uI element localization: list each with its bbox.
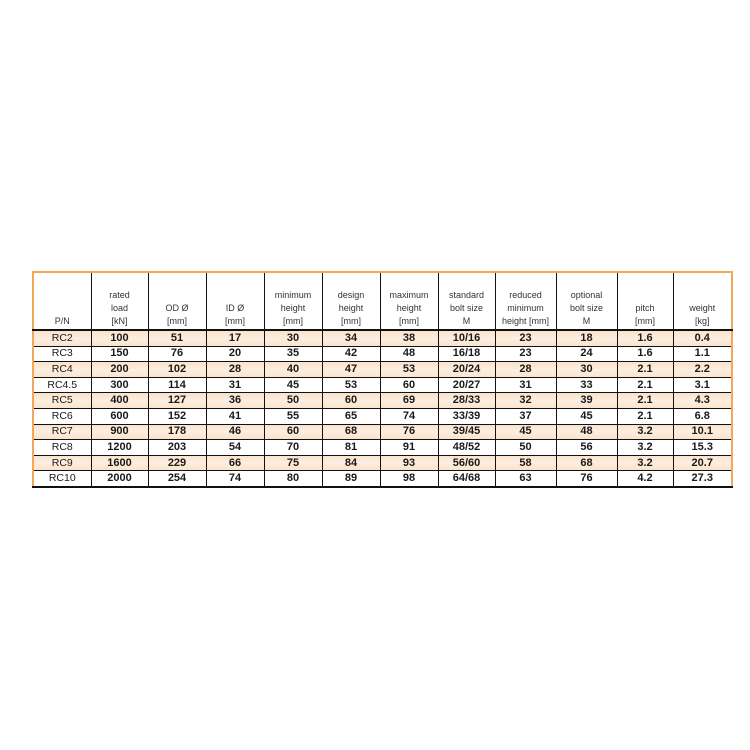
spec-table [32,271,733,488]
column-header-line: bolt size [449,303,484,313]
column-header-line: [kg] [694,316,710,326]
table-cell-id: 41 [206,408,264,424]
column-header-line: height [280,303,306,313]
table-cell-od: 152 [148,408,206,424]
table-cell-optional-bolt-size: 68 [556,455,617,471]
table-cell-weight: 1.1 [673,346,732,362]
table-cell-design-height: 42 [322,346,380,362]
column-header-line: optional [570,290,603,300]
table-cell-reduced-minimum-height: 58 [495,455,556,471]
table-row [33,424,732,440]
table-cell-optional-bolt-size: 39 [556,393,617,409]
table-cell-id: 66 [206,455,264,471]
table-cell-standard-bolt-size: 10/16 [438,330,495,346]
column-header-minimum-height [264,272,322,330]
table-cell-standard-bolt-size: 20/27 [438,377,495,393]
table-cell-optional-bolt-size: 24 [556,346,617,362]
column-header-weight [673,272,732,330]
table-cell-minimum-height: 80 [264,471,322,487]
table-cell-id: 46 [206,424,264,440]
spec-table-container [32,271,731,488]
table-cell-pn: RC9 [33,455,91,471]
column-header-line: [mm] [167,316,187,326]
column-header-line: M [462,316,471,326]
column-header-pn [33,272,91,330]
table-cell-minimum-height: 75 [264,455,322,471]
table-cell-minimum-height: 45 [264,377,322,393]
column-header-line: maximum [389,290,429,300]
table-cell-maximum-height: 91 [380,440,438,456]
table-cell-maximum-height: 48 [380,346,438,362]
table-cell-reduced-minimum-height: 23 [495,330,556,346]
table-cell-pn: RC10 [33,471,91,487]
table-row [33,393,732,409]
column-header-line: height [338,303,364,313]
table-row [33,330,732,346]
table-cell-optional-bolt-size: 76 [556,471,617,487]
table-cell-design-height: 60 [322,393,380,409]
table-cell-standard-bolt-size: 48/52 [438,440,495,456]
column-header-line: rated [109,290,130,300]
table-cell-pn: RC5 [33,393,91,409]
table-cell-pitch: 2.1 [617,377,673,393]
table-cell-weight: 27.3 [673,471,732,487]
table-cell-rated-load: 300 [91,377,148,393]
table-cell-od: 229 [148,455,206,471]
table-cell-weight: 6.8 [673,408,732,424]
table-cell-maximum-height: 74 [380,408,438,424]
table-cell-optional-bolt-size: 48 [556,424,617,440]
table-cell-design-height: 34 [322,330,380,346]
table-cell-optional-bolt-size: 56 [556,440,617,456]
column-header-line: reduced [509,290,542,300]
table-cell-minimum-height: 55 [264,408,322,424]
table-cell-id: 31 [206,377,264,393]
table-cell-reduced-minimum-height: 23 [495,346,556,362]
table-cell-pitch: 1.6 [617,330,673,346]
table-cell-design-height: 84 [322,455,380,471]
table-cell-pn: RC2 [33,330,91,346]
table-cell-maximum-height: 53 [380,362,438,378]
table-cell-pitch: 1.6 [617,346,673,362]
table-cell-rated-load: 200 [91,362,148,378]
table-cell-rated-load: 150 [91,346,148,362]
table-cell-optional-bolt-size: 30 [556,362,617,378]
table-row [33,377,732,393]
table-cell-minimum-height: 40 [264,362,322,378]
table-row [33,346,732,362]
table-cell-weight: 3.1 [673,377,732,393]
table-cell-reduced-minimum-height: 28 [495,362,556,378]
table-cell-standard-bolt-size: 20/24 [438,362,495,378]
table-cell-od: 102 [148,362,206,378]
table-cell-minimum-height: 60 [264,424,322,440]
column-header-line: height [396,303,422,313]
table-cell-weight: 4.3 [673,393,732,409]
table-cell-minimum-height: 50 [264,393,322,409]
table-cell-optional-bolt-size: 18 [556,330,617,346]
table-cell-design-height: 81 [322,440,380,456]
column-header-line: [mm] [341,316,361,326]
column-header-line: M [582,316,591,326]
column-header-line: design [337,290,365,300]
table-cell-optional-bolt-size: 45 [556,408,617,424]
table-cell-standard-bolt-size: 56/60 [438,455,495,471]
table-cell-pn: RC4.5 [33,377,91,393]
table-row [33,362,732,378]
table-cell-standard-bolt-size: 39/45 [438,424,495,440]
table-cell-maximum-height: 98 [380,471,438,487]
table-cell-pn: RC8 [33,440,91,456]
table-cell-pitch: 3.2 [617,455,673,471]
table-cell-weight: 2.2 [673,362,732,378]
table-cell-od: 51 [148,330,206,346]
table-cell-maximum-height: 38 [380,330,438,346]
table-cell-reduced-minimum-height: 31 [495,377,556,393]
table-cell-reduced-minimum-height: 37 [495,408,556,424]
table-cell-standard-bolt-size: 33/39 [438,408,495,424]
table-cell-minimum-height: 70 [264,440,322,456]
column-header-line: [kN] [111,316,128,326]
table-cell-od: 76 [148,346,206,362]
column-header-line: P/N [54,316,70,326]
table-cell-pitch: 2.1 [617,408,673,424]
table-cell-maximum-height: 60 [380,377,438,393]
column-header-reduced-minimum-height [495,272,556,330]
column-header-line: [mm] [635,316,655,326]
column-header-line: pitch [635,303,655,313]
table-header-row [33,272,732,330]
table-cell-id: 36 [206,393,264,409]
table-cell-reduced-minimum-height: 32 [495,393,556,409]
table-cell-id: 17 [206,330,264,346]
table-cell-pn: RC4 [33,362,91,378]
table-cell-pitch: 3.2 [617,440,673,456]
table-cell-standard-bolt-size: 28/33 [438,393,495,409]
column-header-maximum-height [380,272,438,330]
table-cell-rated-load: 1600 [91,455,148,471]
table-cell-pn: RC3 [33,346,91,362]
table-cell-minimum-height: 30 [264,330,322,346]
table-cell-rated-load: 400 [91,393,148,409]
table-cell-maximum-height: 69 [380,393,438,409]
table-cell-id: 28 [206,362,264,378]
column-header-line: standard [448,290,485,300]
column-header-standard-bolt-size [438,272,495,330]
column-header-line: [mm] [399,316,419,326]
column-header-line: load [110,303,128,313]
table-row [33,408,732,424]
table-cell-maximum-height: 76 [380,424,438,440]
column-header-line: [mm] [283,316,303,326]
table-cell-rated-load: 2000 [91,471,148,487]
table-cell-od: 127 [148,393,206,409]
column-header-line: [mm] [225,316,245,326]
table-cell-od: 203 [148,440,206,456]
column-header-pitch [617,272,673,330]
table-cell-od: 114 [148,377,206,393]
table-cell-pn: RC7 [33,424,91,440]
table-cell-standard-bolt-size: 64/68 [438,471,495,487]
column-header-line: minimum [274,290,312,300]
column-header-line: ID Ø [225,303,245,313]
table-cell-weight: 0.4 [673,330,732,346]
table-row [33,455,732,471]
column-header-line: bolt size [569,303,604,313]
table-cell-pitch: 2.1 [617,362,673,378]
column-header-line: height [mm] [501,316,550,326]
table-cell-rated-load: 900 [91,424,148,440]
table-cell-pn: RC6 [33,408,91,424]
table-cell-weight: 10.1 [673,424,732,440]
column-header-design-height [322,272,380,330]
table-cell-design-height: 65 [322,408,380,424]
table-cell-reduced-minimum-height: 45 [495,424,556,440]
table-cell-id: 20 [206,346,264,362]
column-header-od [148,272,206,330]
column-header-id [206,272,264,330]
column-header-line: OD Ø [165,303,189,313]
table-cell-pitch: 4.2 [617,471,673,487]
table-cell-weight: 20.7 [673,455,732,471]
table-cell-rated-load: 600 [91,408,148,424]
table-cell-design-height: 53 [322,377,380,393]
table-cell-design-height: 89 [322,471,380,487]
table-cell-minimum-height: 35 [264,346,322,362]
column-header-line: weight [689,303,716,313]
table-cell-reduced-minimum-height: 50 [495,440,556,456]
table-cell-id: 74 [206,471,264,487]
table-cell-optional-bolt-size: 33 [556,377,617,393]
column-header-rated-load [91,272,148,330]
table-cell-od: 178 [148,424,206,440]
table-cell-weight: 15.3 [673,440,732,456]
column-header-line: minimum [507,303,544,313]
table-cell-pitch: 2.1 [617,393,673,409]
table-cell-maximum-height: 93 [380,455,438,471]
table-cell-od: 254 [148,471,206,487]
table-row [33,440,732,456]
table-body [33,330,732,487]
table-cell-design-height: 47 [322,362,380,378]
table-cell-reduced-minimum-height: 63 [495,471,556,487]
table-cell-design-height: 68 [322,424,380,440]
table-cell-rated-load: 100 [91,330,148,346]
table-cell-rated-load: 1200 [91,440,148,456]
table-row [33,471,732,487]
column-header-optional-bolt-size [556,272,617,330]
table-cell-standard-bolt-size: 16/18 [438,346,495,362]
table-cell-pitch: 3.2 [617,424,673,440]
table-cell-id: 54 [206,440,264,456]
